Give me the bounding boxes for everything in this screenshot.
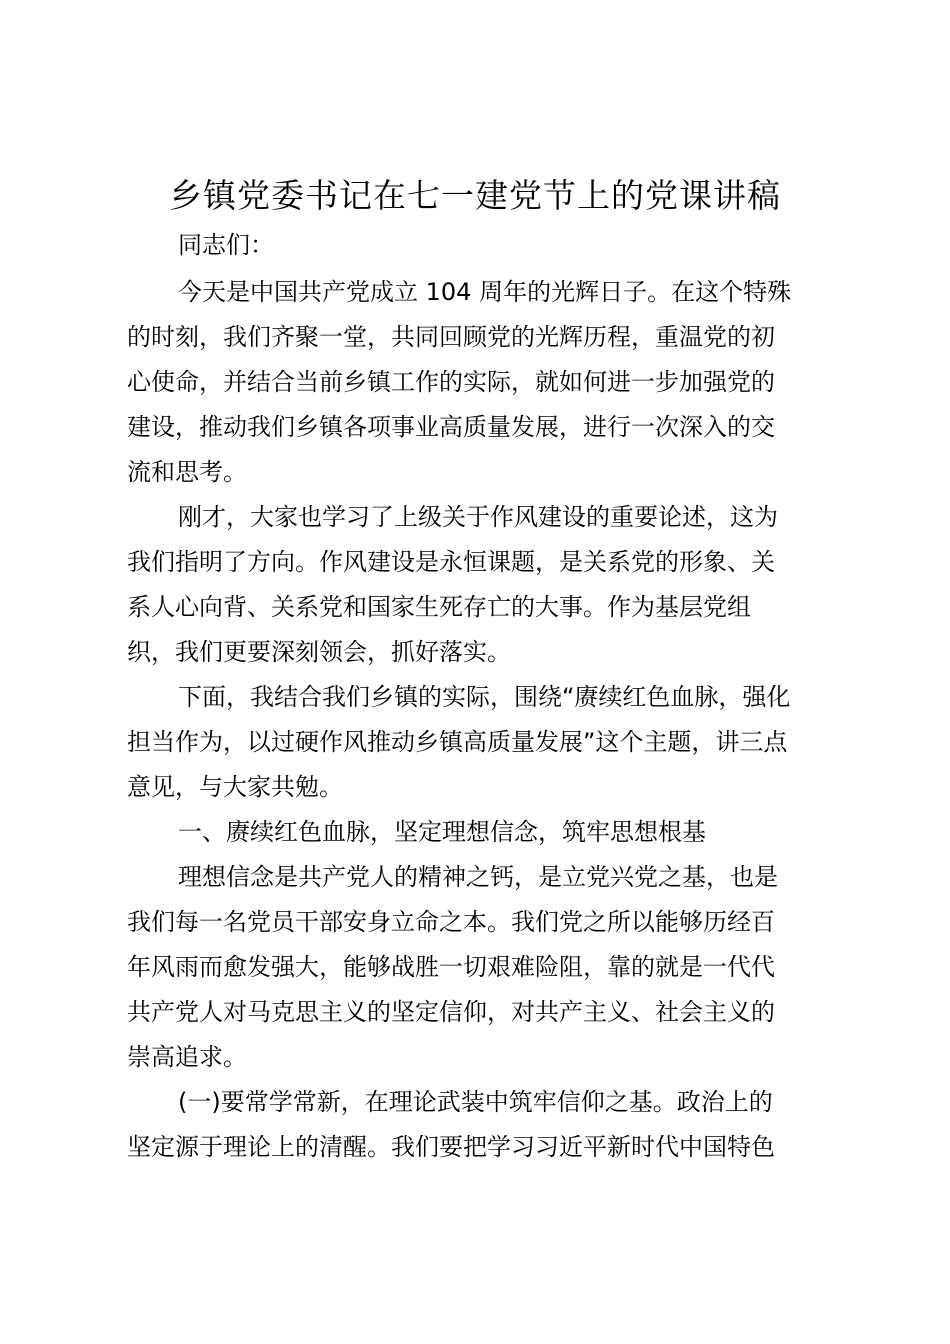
paragraph-line: 坚定源于理论上的清醒。我们要把学习习近平新时代中国特色 [127,1133,775,1161]
paragraph-line: 下面，我结合我们乡镇的实际，围绕“赓续红色血脉，强化 [178,683,791,711]
paragraph-line: 共产党人对马克思主义的坚定信仰，对共产主义、社会主义的 [127,998,775,1026]
paragraph-line: 担当作为，以过硬作风推动乡镇高质量发展”这个主题，讲三点 [127,728,788,756]
paragraph-line: 年风雨而愈发强大，能够战胜一切艰难险阻，靠的就是一代代 [127,953,775,981]
paragraph-line: 的时刻，我们齐聚一堂，共同回顾党的光辉历程，重温党的初 [127,323,775,351]
salutation: 同志们： [178,231,274,259]
paragraph-line: 崇高追求。 [127,1043,247,1071]
paragraph-line: 心使命，并结合当前乡镇工作的实际，就如何进一步加强党的 [127,368,775,396]
paragraph-line: 织，我们更要深刻领会，抓好落实。 [127,638,511,666]
paragraph-line: 流和思考。 [127,458,247,486]
paragraph-line: 我们每一名党员干部安身立命之本。我们党之所以能够历经百 [127,908,775,936]
paragraph-line: 建设，推动我们乡镇各项事业高质量发展，进行一次深入的交 [127,413,775,441]
paragraph-line: 今天是中国共产党成立 104 周年的光辉日子。在这个特殊 [178,278,792,306]
paragraph-line: 意见，与大家共勉。 [127,773,343,801]
section-heading: 一、赓续红色血脉，坚定理想信念，筑牢思想根基 [178,818,706,846]
paragraph-line: 我们指明了方向。作风建设是永恒课题，是关系党的形象、关 [127,548,775,576]
paragraph-line: 系人心向背、关系党和国家生死存亡的大事。作为基层党组 [127,593,751,621]
paragraph-line: (一)要常学常新，在理论武装中筑牢信仰之基。政治上的 [178,1088,773,1116]
paragraph-line: 刚才，大家也学习了上级关于作风建设的重要论述，这为 [178,503,778,531]
paragraph-line: 理想信念是共产党人的精神之钙，是立党兴党之基，也是 [178,863,778,891]
document-title: 乡镇党委书记在七一建党节上的党课讲稿 [169,176,781,215]
